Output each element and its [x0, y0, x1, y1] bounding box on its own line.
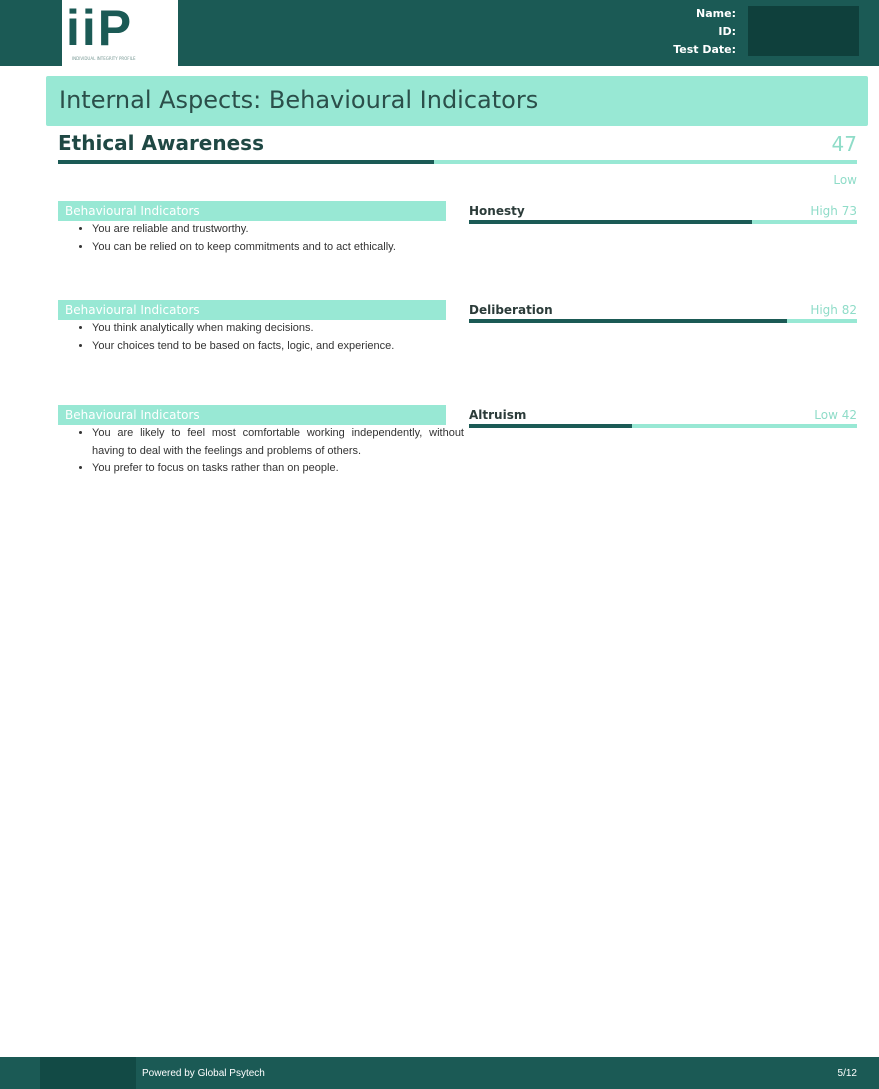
- behavioural-indicators-header: [58, 405, 446, 425]
- ethical-awareness-level: Low: [833, 173, 857, 187]
- list-item: • You prefer to focus on tasks rather than on people.: [92, 460, 464, 478]
- trait-bar: [469, 424, 857, 428]
- ethical-awareness-label: Ethical Awareness: [58, 131, 264, 155]
- behavioural-indicators-title: Behavioural Indicators: [65, 408, 200, 422]
- ethical-awareness-bar-fill: [58, 160, 434, 164]
- behavioural-indicators-header: [58, 201, 446, 221]
- trait-bar-fill: [469, 319, 787, 323]
- trait-name: Altruism: [469, 408, 527, 422]
- trait-bar: [469, 319, 857, 323]
- trait-name: Honesty: [469, 204, 525, 218]
- test-date-label: Test Date:: [673, 43, 736, 56]
- section-title-banner: [46, 76, 868, 126]
- behavioural-indicators-title: Behavioural Indicators: [65, 204, 200, 218]
- trait-bar: [469, 220, 857, 224]
- behavioural-indicators-header: [58, 300, 446, 320]
- ethical-awareness-score: 47: [831, 132, 857, 156]
- candidate-info-labels: [673, 5, 736, 59]
- footer-block: [40, 1057, 136, 1089]
- indicator-list: [74, 320, 464, 355]
- logo-subtext: INDIVIDUAL INTEGRITY PROFILE: [72, 56, 136, 61]
- list-item: • You are likely to feel most comfortable working independently, without having to deal with the feelings and problems of others.: [92, 425, 464, 460]
- list-item: • Your choices tend to be based on facts, logic, and experience.: [92, 338, 464, 356]
- page-header: [0, 0, 879, 66]
- indicator-list: [74, 425, 464, 478]
- page-number: 5/12: [837, 1068, 857, 1079]
- ethical-awareness-bar: [58, 160, 857, 164]
- trait-score: High 82: [810, 303, 857, 317]
- trait-bar-fill: [469, 220, 752, 224]
- behavioural-indicators-title: Behavioural Indicators: [65, 303, 200, 317]
- list-item: • You are reliable and trustworthy.: [92, 221, 464, 239]
- list-item: • You think analytically when making decisions.: [92, 320, 464, 338]
- id-label: ID:: [718, 25, 736, 38]
- indicator-list: [74, 221, 464, 256]
- powered-by-text: Powered by Global Psytech: [142, 1068, 265, 1079]
- trait-bar-fill: [469, 424, 632, 428]
- trait-name: Deliberation: [469, 303, 553, 317]
- logo: [62, 0, 178, 66]
- section-title: Internal Aspects: Behavioural Indicators: [59, 86, 539, 114]
- candidate-info-box: [748, 6, 859, 56]
- trait-score: Low 42: [814, 408, 857, 422]
- list-item: • You can be relied on to keep commitments and to act ethically.: [92, 239, 464, 257]
- logo-text: iiP: [66, 0, 134, 56]
- name-label: Name:: [696, 7, 736, 20]
- trait-score: High 73: [810, 204, 857, 218]
- page-footer: [0, 1057, 879, 1089]
